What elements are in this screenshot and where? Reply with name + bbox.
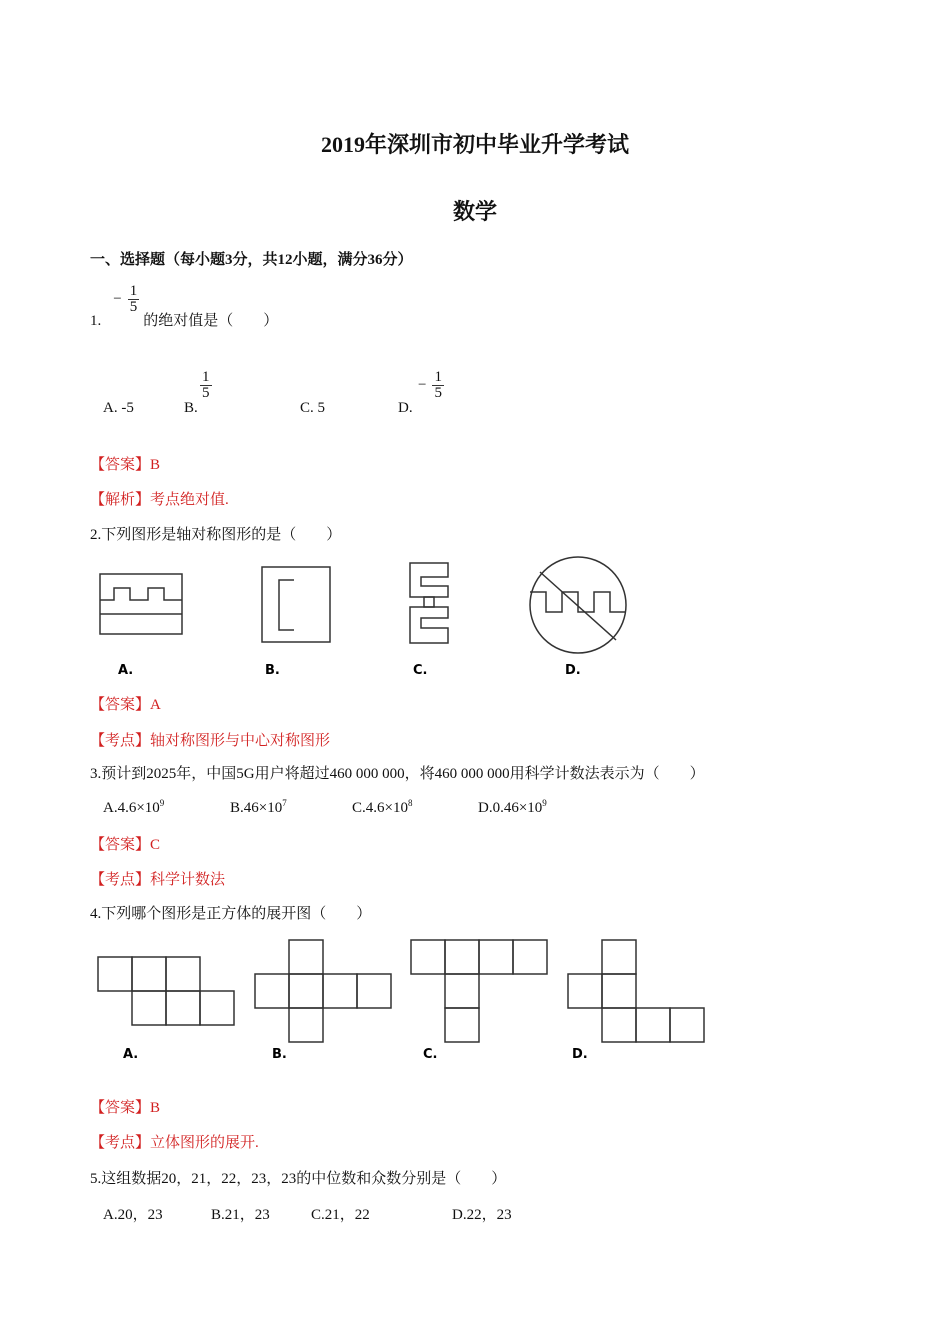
- q3-answer: 【答案】C: [90, 837, 161, 853]
- q4-point: 【考点】立体图形的展开.: [90, 1135, 259, 1151]
- q2-answer: 【答案】A: [90, 697, 161, 713]
- net-b: [255, 940, 391, 1042]
- question-number: 1.: [90, 313, 102, 330]
- question-text: 的绝对值是（ ）: [143, 313, 279, 330]
- option-a: A.20，23: [103, 1207, 163, 1223]
- exam-title: 2019年深圳市初中毕业升学考试: [320, 132, 629, 157]
- question-2: 2.下列图形是轴对称图形的是（ ）: [90, 527, 342, 543]
- net-c-label: C.: [423, 1047, 438, 1062]
- figure-a-label: A.: [118, 663, 134, 678]
- q2-point: 【考点】轴对称图形与中心对称图形: [90, 733, 331, 749]
- option-b: B.: [184, 400, 198, 416]
- q4-answer: 【答案】B: [90, 1100, 161, 1116]
- option-b: B.21，23: [211, 1207, 270, 1223]
- option-c: C.21，22: [311, 1207, 370, 1223]
- option-a: A. -5: [103, 400, 134, 416]
- figure-d-label: D.: [565, 663, 581, 678]
- net-c: [411, 940, 547, 1042]
- option-d: $D.0.46\times 10^9$: [478, 798, 547, 816]
- subject-title: 数学: [452, 199, 497, 224]
- figure-c-label: C.: [413, 663, 428, 678]
- option-a: $A.4.6\times 10^9$: [103, 798, 165, 816]
- fraction: $\frac{1}{5}$: [129, 283, 138, 315]
- net-b-label: B.: [272, 1047, 287, 1062]
- q3-point: 【考点】科学计数法: [90, 872, 226, 888]
- option-d-fraction: − $\frac{1}{5}$: [418, 369, 442, 401]
- option-b-fraction: $\frac{1}{5}$: [202, 369, 210, 401]
- option-b: $B.46\times 10^7$: [230, 798, 287, 816]
- q1-answer: 【答案】B: [90, 457, 161, 473]
- option-c: C. 5: [300, 400, 326, 416]
- q1-analysis: 【解析】考点绝对值.: [90, 492, 229, 508]
- net-d-label: D.: [572, 1047, 588, 1062]
- net-a: [98, 957, 234, 1025]
- option-d: D.22，23: [452, 1207, 512, 1223]
- net-d: [568, 940, 704, 1042]
- option-d: D.: [398, 400, 413, 416]
- section-heading: 一、选择题（每小题3分，共12小题，满分36分）: [90, 252, 413, 268]
- option-c: $C.4.6\times 10^8$: [352, 798, 413, 816]
- fraction-sign: −: [113, 291, 122, 307]
- question-4: 4.下列哪个图形是正方体的展开图（ ）: [90, 906, 372, 922]
- net-a-label: A.: [123, 1047, 139, 1062]
- question-3: 3.预计到2025年，中国5G用户将超过460 000 000，将460 000 000用科学计数法表示为（ ）: [90, 766, 705, 782]
- figure-b-label: B.: [265, 663, 280, 678]
- question-5: 5.这组数据20，21，22，23，23的中位数和众数分别是（ ）: [90, 1171, 507, 1187]
